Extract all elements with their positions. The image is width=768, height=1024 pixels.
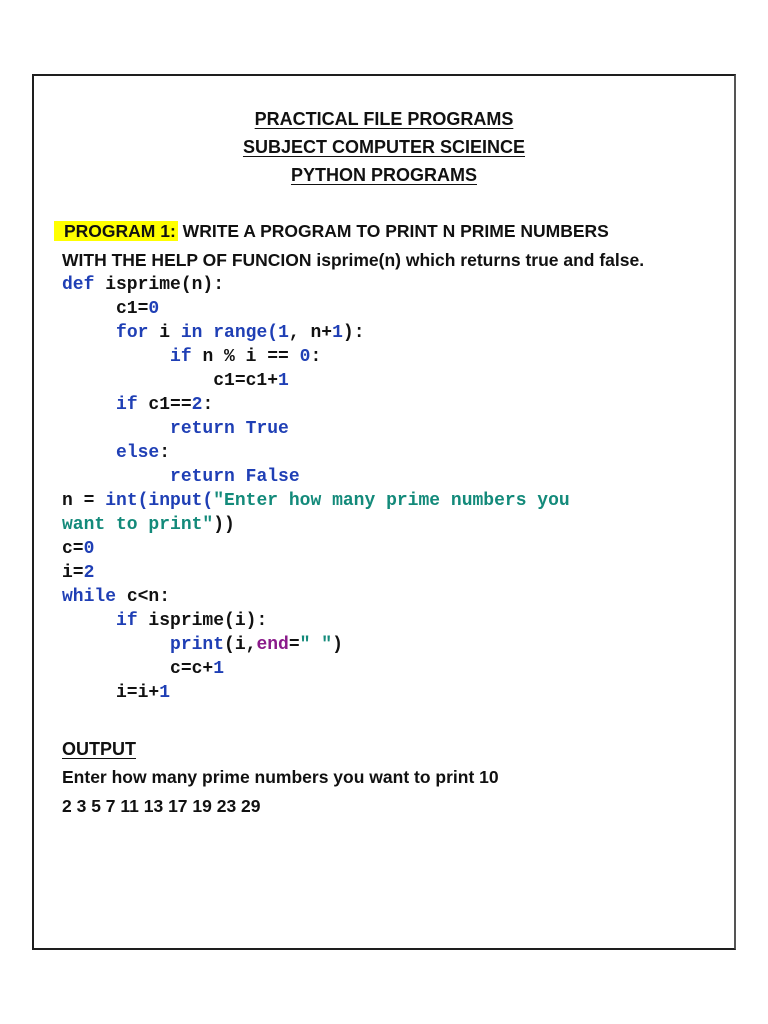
code-string: " " xyxy=(299,635,333,655)
code-number: 2 xyxy=(191,395,203,415)
code-keyword: for xyxy=(116,323,149,343)
code-line-13 xyxy=(62,561,94,585)
output-heading: OUTPUT xyxy=(62,739,136,759)
code-line-11 xyxy=(62,513,235,537)
code-text: i xyxy=(148,323,181,343)
code-text: c1=c1+ xyxy=(62,371,279,391)
code-text: , n+ xyxy=(288,323,333,343)
code-text: c<n: xyxy=(116,587,171,607)
code-line-8 xyxy=(62,441,170,465)
code-string: want to print" xyxy=(62,515,214,535)
code-indent xyxy=(62,467,170,487)
code-builtin: range( xyxy=(202,323,279,343)
code-text: ): xyxy=(342,323,365,343)
code-number: 0 xyxy=(299,347,311,367)
code-text: c=c+ xyxy=(62,659,214,679)
code-indent xyxy=(62,347,170,367)
program-title-line-2: WITH THE HELP OF FUNCION isprime(n) which returns true and false. xyxy=(62,250,645,270)
document-title: PRACTICAL FILE PROGRAMS xyxy=(254,109,514,129)
code-builtin: int(input( xyxy=(105,491,214,511)
code-text: i=i+ xyxy=(62,683,160,703)
code-line-17 xyxy=(62,657,224,681)
code-keyword: in xyxy=(180,323,203,343)
code-keyword: return True xyxy=(170,419,289,439)
code-line-14 xyxy=(62,585,170,609)
code-keyword: def xyxy=(62,275,95,295)
code-text: ) xyxy=(332,635,343,655)
code-number: 1 xyxy=(332,323,343,343)
code-number: 0 xyxy=(148,299,160,319)
code-number: 1 xyxy=(278,371,289,391)
code-line-9 xyxy=(62,465,300,489)
code-line-5 xyxy=(62,369,289,393)
code-indent xyxy=(62,443,116,463)
code-line-15 xyxy=(62,609,267,633)
code-text: : xyxy=(159,443,171,463)
code-indent xyxy=(62,419,170,439)
code-number: 1 xyxy=(213,659,225,679)
code-number: 1 xyxy=(278,323,289,343)
code-text: n % i == xyxy=(191,347,300,367)
code-indent xyxy=(62,395,116,415)
code-line-12 xyxy=(62,537,94,561)
code-text: n = xyxy=(62,491,106,511)
code-number: 1 xyxy=(159,683,171,703)
code-string: "Enter how many prime numbers you xyxy=(213,491,570,511)
code-keyword: if xyxy=(116,611,138,631)
code-line-4 xyxy=(62,345,321,369)
code-indent xyxy=(62,635,170,655)
code-number: 0 xyxy=(83,539,95,559)
output-line-2: 2 3 5 7 11 13 17 19 23 29 xyxy=(62,796,261,816)
code-line-18 xyxy=(62,681,170,705)
code-keyword: return False xyxy=(170,467,300,487)
code-keyword: while xyxy=(62,587,117,607)
code-text: isprime(i): xyxy=(137,611,268,631)
code-keyword: if xyxy=(116,395,138,415)
subject-heading: SUBJECT COMPUTER SCIEINCE xyxy=(242,137,526,157)
program-title-part-1: WRITE A PROGRAM TO PRINT N PRIME NUMBERS xyxy=(177,221,609,241)
code-line-2 xyxy=(62,297,159,321)
program-title-line-1 xyxy=(62,220,609,242)
code-text: c= xyxy=(62,539,84,559)
code-line-7 xyxy=(62,417,289,441)
code-text: c1= xyxy=(62,299,149,319)
code-keyword: if xyxy=(170,347,192,367)
output-line-1: Enter how many prime numbers you want to print 10 xyxy=(62,767,499,787)
code-number: 2 xyxy=(83,563,95,583)
code-line-6 xyxy=(62,393,213,417)
code-builtin: print xyxy=(170,635,225,655)
code-text: i= xyxy=(62,563,84,583)
code-line-1 xyxy=(62,273,224,297)
code-text: = xyxy=(288,635,300,655)
code-line-3 xyxy=(62,321,365,345)
code-parameter: end xyxy=(256,635,289,655)
code-text: : xyxy=(202,395,214,415)
code-indent xyxy=(62,323,116,343)
code-line-10 xyxy=(62,489,570,513)
code-text: c1== xyxy=(137,395,192,415)
section-heading: PYTHON PROGRAMS xyxy=(290,165,477,185)
code-text: isprime(n): xyxy=(94,275,225,295)
program-label: PROGRAM 1: xyxy=(54,221,178,241)
code-line-16 xyxy=(62,633,343,657)
code-text: )) xyxy=(213,515,235,535)
code-indent xyxy=(62,611,116,631)
code-text: : xyxy=(310,347,322,367)
code-keyword: else xyxy=(116,443,160,463)
code-text: (i, xyxy=(224,635,257,655)
